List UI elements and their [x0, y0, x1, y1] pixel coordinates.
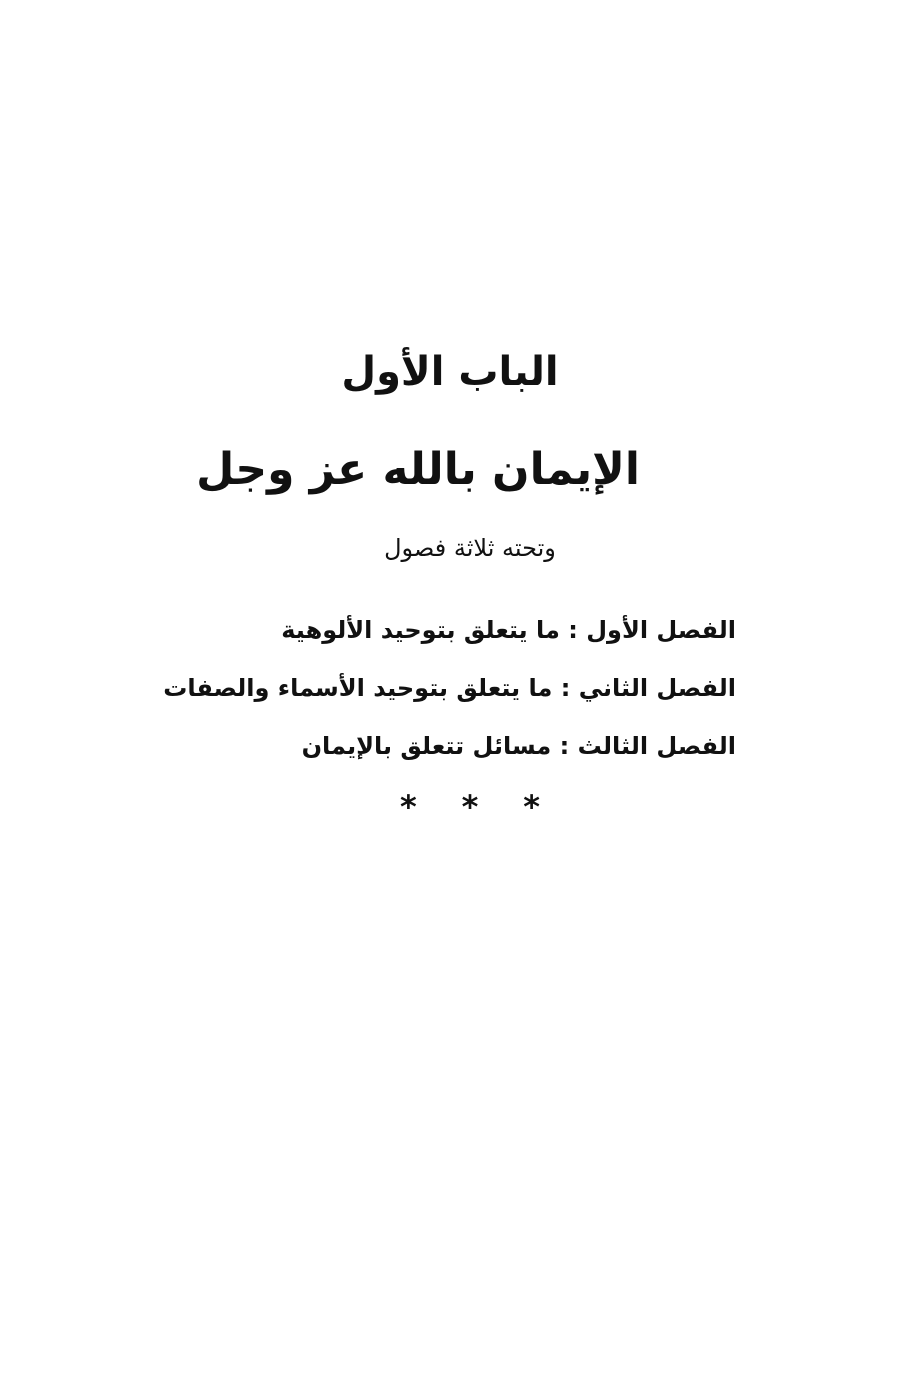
separator-star-3: * [523, 788, 540, 826]
separator-star-1: * [400, 788, 417, 826]
section-separator [400, 788, 540, 826]
separator-star-2: * [461, 788, 479, 826]
main-title: الإيمان بالله عز وجل [196, 444, 640, 495]
part-title: الباب الأول [341, 349, 559, 395]
chapter-list [163, 616, 736, 790]
chapter-item-3: الفصل الثالث : مسائل تتعلق بالإيمان [301, 732, 736, 760]
chapter-item-1: الفصل الأول : ما يتعلق بتوحيد الألوهية [281, 616, 736, 644]
chapter-item-2: الفصل الثاني : ما يتعلق بتوحيد الأسماء والصفات [163, 674, 736, 702]
subtitle: وتحته ثلاثة فصول [384, 534, 556, 562]
